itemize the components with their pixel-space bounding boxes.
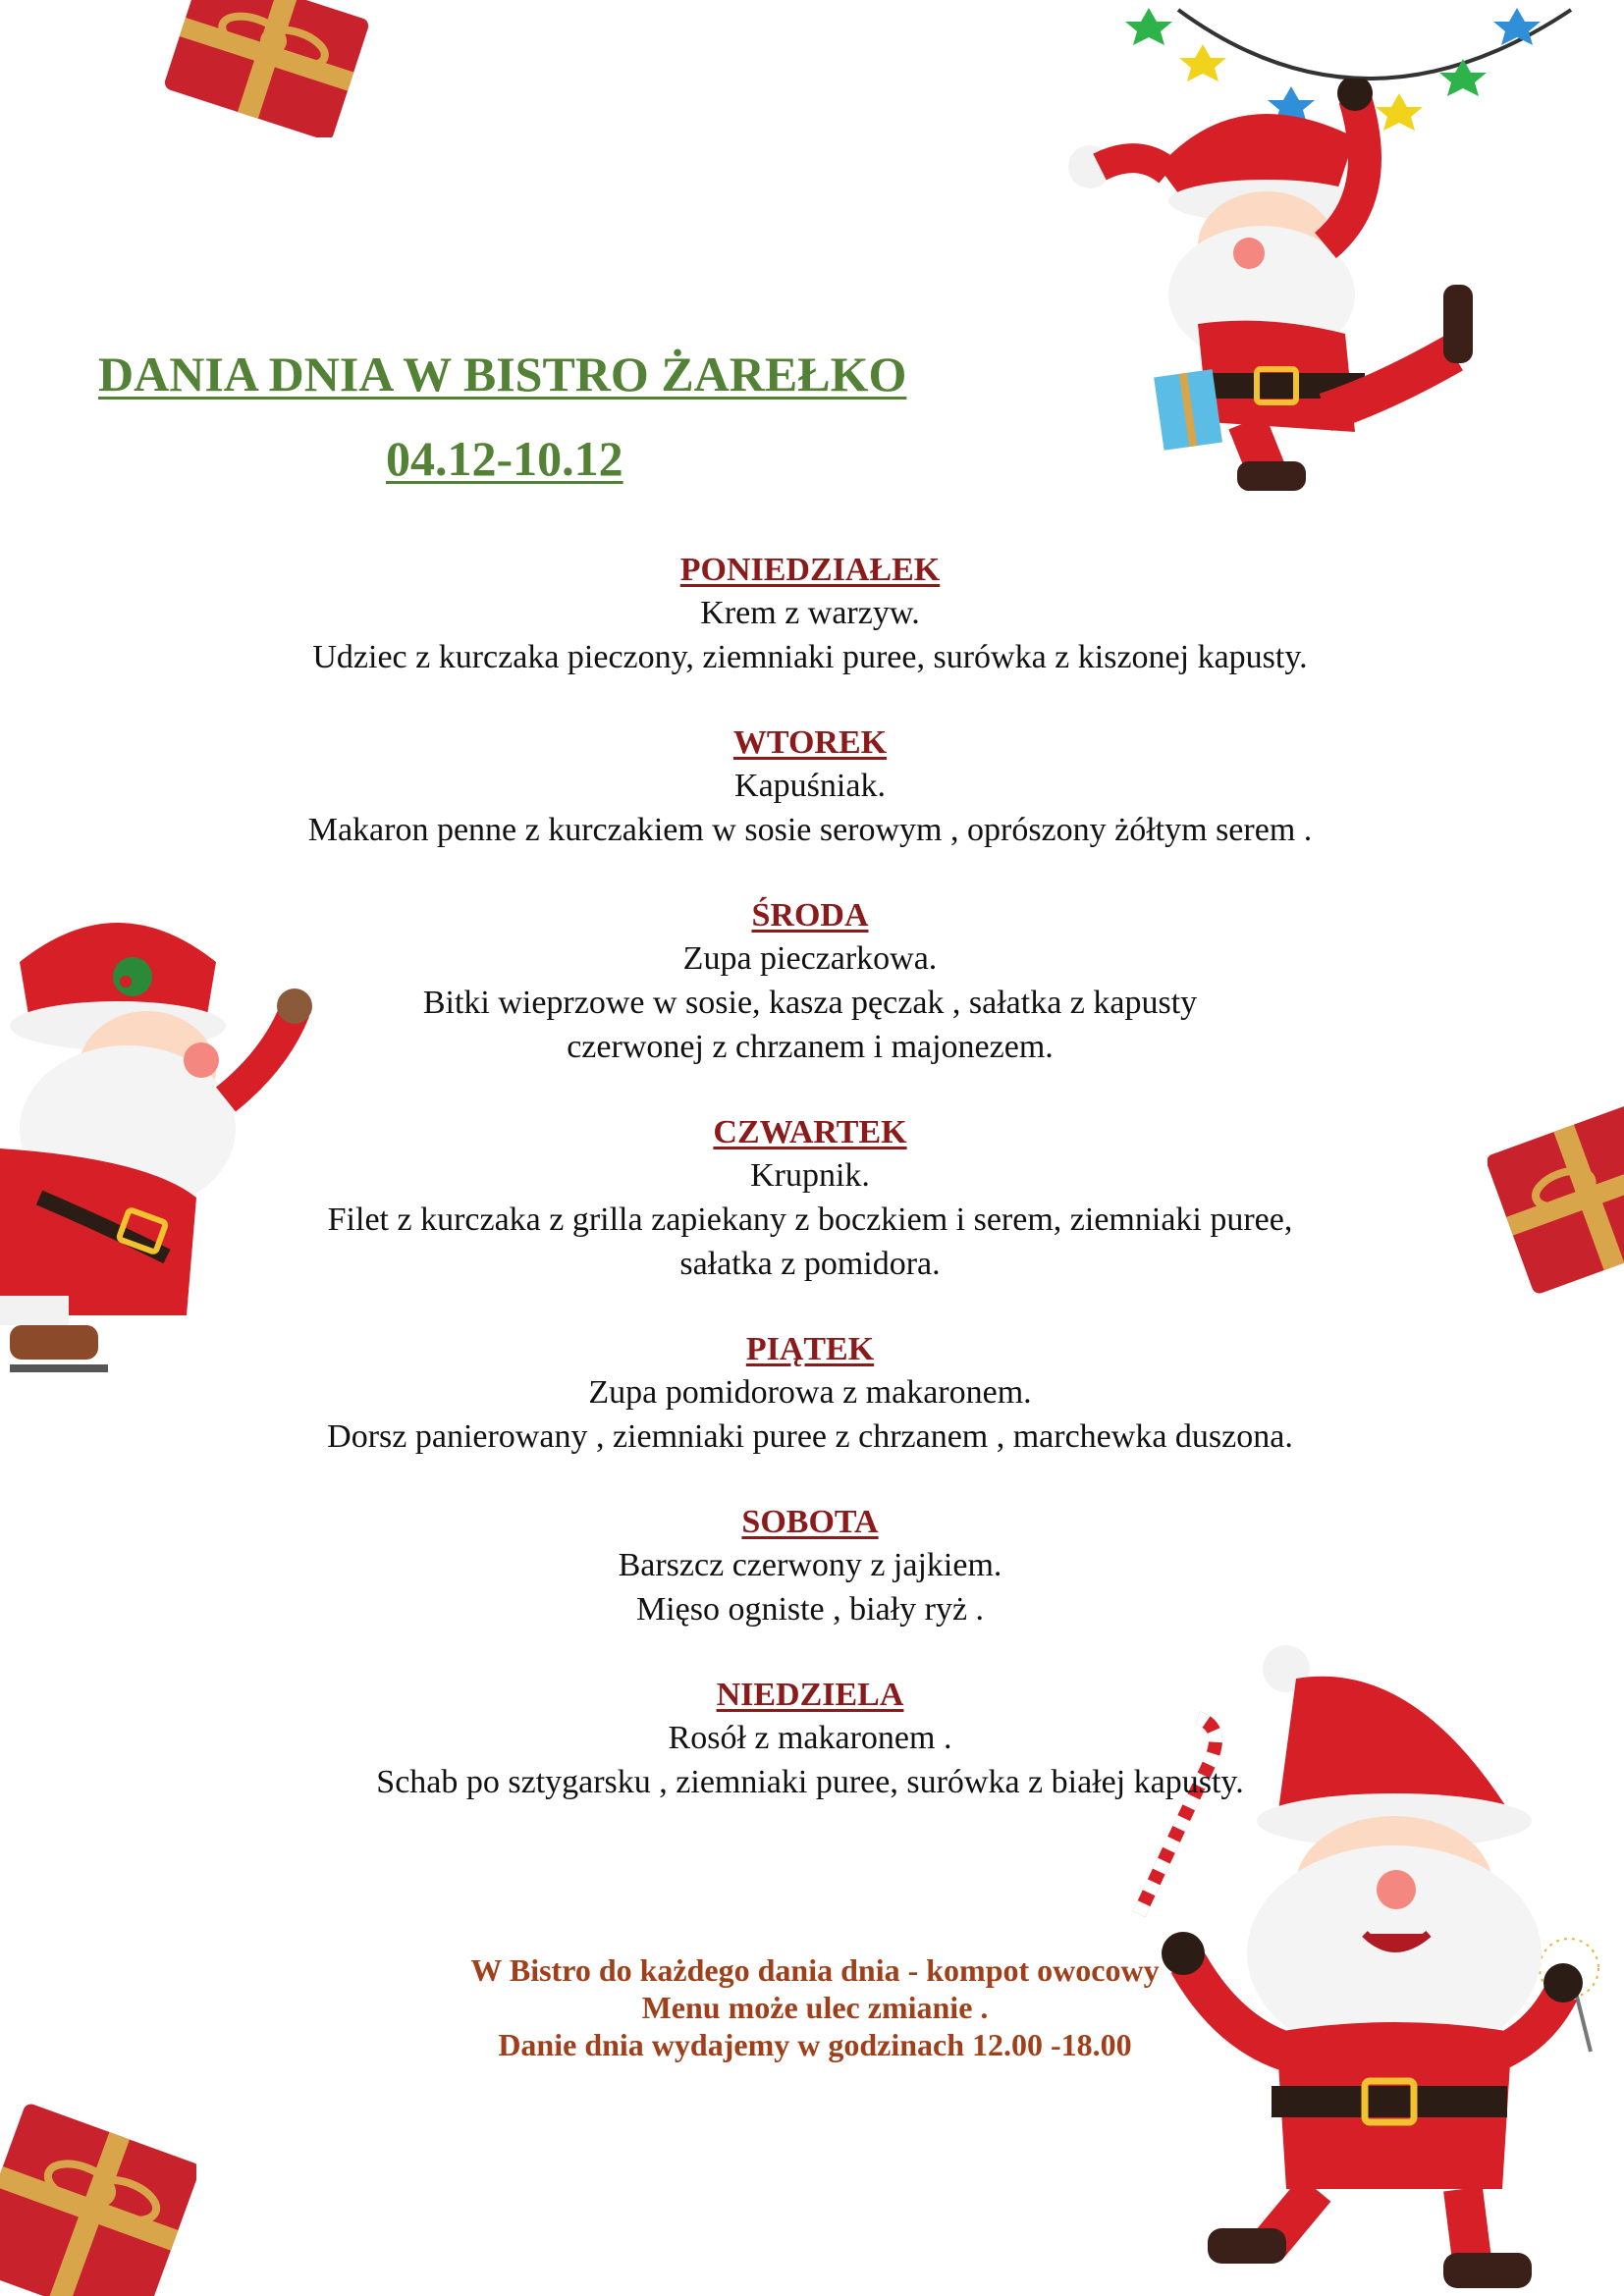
- page-title: DANIA DNIA W BISTRO ŻAREŁKO: [98, 347, 907, 401]
- day-thursday: [196, 1112, 1424, 1286]
- day-name: WTOREK: [732, 724, 888, 761]
- day-monday: [196, 550, 1424, 679]
- day-name: NIEDZIELA: [716, 1677, 904, 1713]
- footer-compote-note: W Bistro do każdego dania dnia - kompot owocowy: [470, 1952, 1160, 1988]
- dish-main-continued: sałatka z pomidora.: [679, 1246, 941, 1282]
- dish-soup: Krem z warzyw.: [700, 595, 920, 631]
- dish-soup: Zupa pomidorowa z makaronem.: [588, 1374, 1032, 1411]
- dish-main: Makaron penne z kurczakiem w sosie serowym , oprószony żółtym serem .: [307, 812, 1313, 848]
- day-name: PONIEDZIAŁEK: [679, 552, 941, 588]
- day-name: ŚRODA: [751, 897, 869, 934]
- santa-claus-icon-hanging: [1060, 79, 1512, 491]
- weekly-menu: [196, 550, 1424, 1847]
- dish-soup: Barszcz czerwony z jajkiem.: [618, 1547, 1002, 1583]
- day-saturday: [196, 1502, 1424, 1631]
- day-sunday: [196, 1675, 1424, 1804]
- day-tuesday: [196, 722, 1424, 852]
- footer-notes: [324, 1951, 1306, 2063]
- dish-soup: Krupnik.: [750, 1157, 870, 1194]
- dish-main: Schab po sztygarsku , ziemniaki puree, surówka z białej kapusty.: [376, 1764, 1244, 1800]
- gift-box-icon-bottom-left: [0, 2081, 196, 2296]
- day-name: CZWARTEK: [713, 1114, 907, 1150]
- dish-soup: Zupa pieczarkowa.: [682, 940, 938, 977]
- day-name: SOBOTA: [741, 1504, 879, 1540]
- dish-soup: Rosół z makaronem .: [668, 1720, 952, 1756]
- footer-hours-note: Danie dnia wydajemy w godzinach 12.00 -18.00: [498, 2027, 1132, 2062]
- date-range: 04.12-10.12: [386, 431, 623, 486]
- dish-main: Filet z kurczaka z grilla zapiekany z boczkiem i serem, ziemniaki puree,: [327, 1201, 1293, 1238]
- day-wednesday: [196, 895, 1424, 1069]
- footer-menu-change-note: Menu może ulec zmianie .: [641, 1990, 989, 2025]
- gift-box-icon-right: [1488, 1099, 1624, 1315]
- dish-soup: Kapuśniak.: [734, 768, 886, 804]
- dish-main: Mięso ogniste , biały ryż .: [635, 1591, 985, 1628]
- day-friday: [196, 1329, 1424, 1459]
- gift-box-icon-top-left: [147, 0, 383, 137]
- dish-main: Dorsz panierowany , ziemniaki puree z chrzanem , marchewka duszona.: [327, 1418, 1293, 1455]
- dish-main: Bitki wieprzowe w sosie, kasza pęczak , sałatka z kapusty: [422, 985, 1198, 1021]
- dish-main-continued: czerwonej z chrzanem i majonezem.: [567, 1029, 1054, 1065]
- dish-main: Udziec z kurczaka pieczony, ziemniaki puree, surówka z kiszonej kapusty.: [312, 639, 1308, 675]
- day-name: PIĄTEK: [745, 1331, 875, 1367]
